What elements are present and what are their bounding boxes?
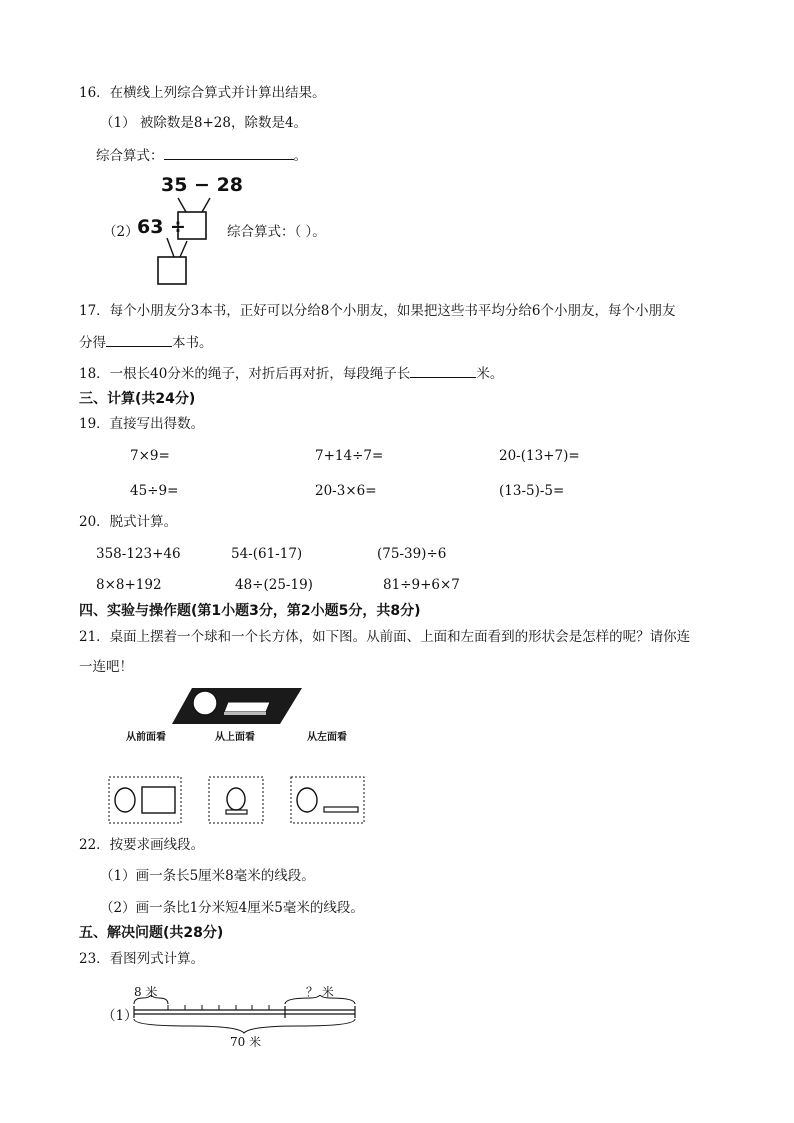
q21-view-top: 从上面看 (215, 732, 255, 743)
q20-item-1: 358-123+46 (96, 546, 181, 562)
q16-stem: 16．在横线上列综合算式并计算出结果。 (79, 85, 326, 101)
q21-table-illustration (170, 686, 305, 726)
q20-item-2: 54-(61-17) (231, 546, 303, 562)
q19-item-5: 20-3×6= (315, 483, 377, 499)
q18-text: 18．一根长40分米的绳子，对折后再对折，每段绳子长 米。 (79, 363, 503, 383)
q21-view-option-2[interactable] (208, 776, 264, 824)
section-3-title: 三、计算(共24分) (79, 391, 196, 407)
q18-answer-blank[interactable] (410, 363, 476, 378)
q23-label-8m: 8 米 (134, 985, 158, 999)
q23-label-unknown: ？ 米 (306, 985, 334, 999)
q21-line2: 一连吧！ (79, 659, 133, 675)
q20-stem: 20．脱式计算。 (79, 514, 178, 530)
q23-stem: 23．看图列式计算。 (79, 951, 205, 967)
q16-answer-blank[interactable] (164, 145, 294, 160)
q20-item-4: 8×8+192 (96, 577, 162, 593)
q19-item-6: (13-5)-5= (499, 483, 565, 499)
q16-part1: （1） 被除数是8+28，除数是4。 (100, 115, 308, 131)
q19-item-2: 7+14÷7= (315, 448, 384, 464)
q17-line1: 17．每个小朋友分3本书，正好可以分给8个小朋友，如果把这些书平均分给6个小朋友，每个小朋友 (79, 303, 676, 319)
q17-line2: 分得 本书。 (79, 332, 213, 352)
q22-stem: 22．按要求画线段。 (79, 837, 205, 853)
q21-view-left: 从左面看 (307, 732, 347, 743)
q22-part2: （2）画一条比1分米短4厘米5毫米的线段。 (100, 900, 364, 916)
q20-item-6: 81÷9+6×7 (383, 577, 460, 593)
q16-diagram-left: 63 ÷ (137, 216, 186, 238)
section-5-title: 五、解决问题(共28分) (79, 925, 224, 941)
q23-segment-diagram (130, 995, 362, 1035)
q22-part1: （1）画一条长5厘米8毫米的线段。 (100, 868, 315, 884)
q19-item-4: 45÷9= (130, 483, 179, 499)
q16-formula: 综合算式： 。 (96, 145, 307, 165)
q16-diagram-top: 35 − 28 (161, 174, 244, 196)
q23-label-70m: 70 米 (230, 1035, 262, 1049)
q21-view-option-1[interactable] (108, 776, 182, 824)
q21-line1: 21．桌面上摆着一个球和一个长方体，如下图。从前面、上面和左面看到的形状会是怎样的呢？请你连 (79, 629, 691, 645)
q16-part2-label: （2） (103, 224, 139, 240)
q16-part2-formula[interactable]: 综合算式：（ ）。 (227, 224, 326, 240)
q20-item-5: 48÷(25-19) (235, 577, 313, 593)
q19-stem: 19．直接写出得数。 (79, 416, 205, 432)
q17-answer-blank[interactable] (106, 332, 172, 347)
q21-view-option-3[interactable] (290, 776, 365, 824)
section-4-title: 四、实验与操作题(第1小题3分，第2小题5分，共8分) (79, 603, 421, 619)
q19-item-1: 7×9= (130, 448, 170, 464)
q20-item-3: (75-39)÷6 (377, 546, 447, 562)
q16-diagram-lines (150, 196, 230, 291)
q21-view-front: 从前面看 (126, 732, 166, 743)
q23-part1-label: （1） (102, 1008, 138, 1024)
q19-item-3: 20-(13+7)= (499, 448, 580, 464)
